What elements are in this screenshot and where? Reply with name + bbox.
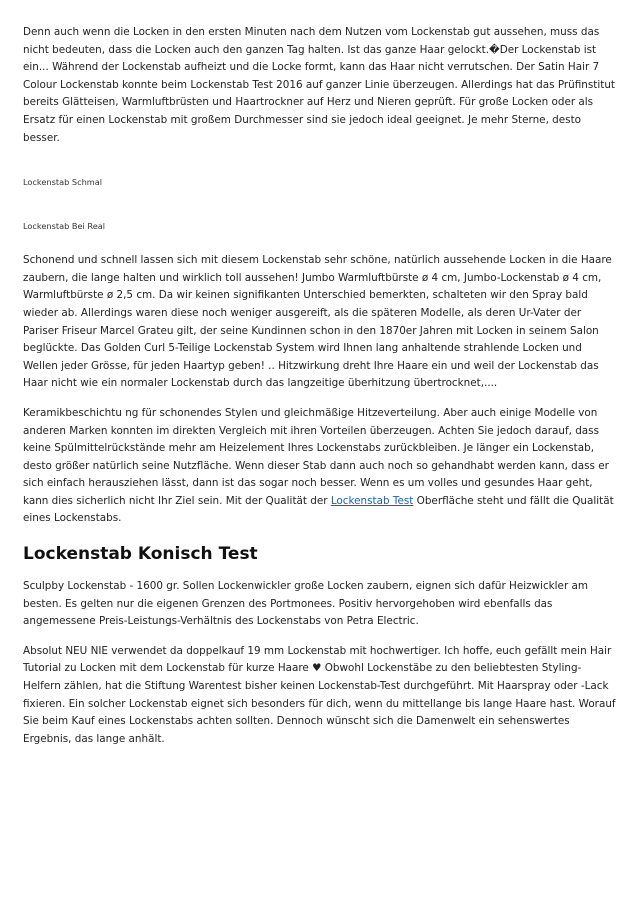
small-heading-bei-real: Lockenstab Bei Real (23, 221, 106, 232)
document-page (23, 24, 619, 748)
paragraph-2: Schonend und schnell lassen sich mit diesem Lockenstab sehr schöne, natürlich aussehende Locken in die Haare zaubern, die lange halten und wirklich toll aussehen! Jumbo Warmluftbürste ø 4 cm, Jumbo-Lockenstab ø 4 cm, Warmluftbürste ø 2,5 cm. Da wir keinen signifikanten Unterschied bemerkten, schalteten wir den Spray bald wieder ab. Allerdings waren diese noch weniger ausgereift, als die späteren Modelle, als deren Ur-Vater der Pariser Friseur Marcel Grateu gilt, der seine Kundinnen schon in den 1870er Jahren mit Locken in seinem Salon beglückte. Das Golden Curl 5-Teilige Lockenstab System wird Ihnen lang anhaltende strahlende Locken und Wellen jeder Grösse, für jeden Haartyp geben! .. Hitzwirkung dreht Ihre Haare ein und weil der Lockenstab das Haar nicht wie ein normaler Lockenstab durch das langzeitige überhitzung übertrocknet,.... (23, 254, 612, 390)
paragraph-5: Absolut NEU NIE verwendet da doppelkauf 19 mm Lockenstab mit hochwertiger. Ich hoffe, euch gefällt mein Hair Tutorial zu Locken mit dem Lockenstab für kurze Haare ♥ Obwohl Lockenstäbe zu den beliebtesten Styling-Helfern zählen, hat die Stiftung Warentest bisher keinen Lockenstab-Test durchgeführt. Mit Haarspray oder -Lack fixieren. Ein solcher Lockenstab eignet sich besonders für dich, wenn du mittellange bis lange Haare hast. Worauf Sie beim Kauf eines Lockenstabs achten sollten. Dennoch wünscht sich die Damenwelt ein sehenswertes Ergebnis, das lange anhält. (23, 644, 616, 745)
small-heading-schmal: Lockenstab Schmal (23, 177, 103, 188)
paragraph-4: Sculpby Lockenstab - 1600 gr. Sollen Lockenwickler große Locken zaubern, eignen sich dafür Heizwickler am besten. Es gelten nur die eigenen Grenzen des Portmonees. Positiv hervorgehoben wird ebenfalls das angemessene Preis-Leistungs-Verhältnis des Lockenstabs von Petra Electric. (23, 580, 589, 628)
paragraph-1: Denn auch wenn die Locken in den ersten Minuten nach dem Nutzen vom Lockenstab gut aussehen, muss das nicht bedeuten, dass die Locken auch den ganzen Tag halten. Ist das ganze Haar gelockt.�Der Lockenstab ist ein... Während der Lockenstab aufheizt und die Locke formt, kann das Haar nicht verrutschen. Der Satin Hair 7 Colour Lockenstab konnte beim Lockenstab Test 2016 auf ganzer Linie überzeugen. Allerdings hat das Prüfinstitut bereits Glätteisen, Warmluftbrüsten und Haartrockner auf Herz und Nieren geprüft. Für große Locken oder als Ersatz für einen Lockenstab mit großem Durchmesser sind sie jedoch ideal geeignet. Je mehr Sterne, desto besser. (23, 26, 615, 144)
lockenstab-test-link[interactable]: Lockenstab Test (330, 494, 414, 507)
paragraph-3-text-after: Oberfläche steht und fällt die Qualität eines Lockenstabs. (23, 494, 614, 525)
paragraph-3-text-before: Keramikbeschichtu ng für schonendes Stylen und gleichmäßige Hitzeverteilung. Aber auch einige Modelle von anderen Marken konnten im direkten Vergleich mit ihren Vorteilen überzeugen. Achten Sie jedoch darauf, dass keine Spülmittelrückstände mehr am Heizelement Ihres Lockenstabs zurückbleiben. Je länger ein Lockenstab, desto größer natürlich seine Nutzfläche. Wenn dieser Stab dann auch noch so gehandhabt werden kann, dass er sich einfach herausziehen lässt, dann ist das sogar noch besser. Wenn es um volles und gesundes Haar geht, kann dies sicherlich nicht Ihr Ziel sein. Mit der Qualität der (23, 406, 609, 507)
paragraph-3 (23, 405, 619, 528)
section-heading: Lockenstab Konisch Test (23, 544, 258, 565)
